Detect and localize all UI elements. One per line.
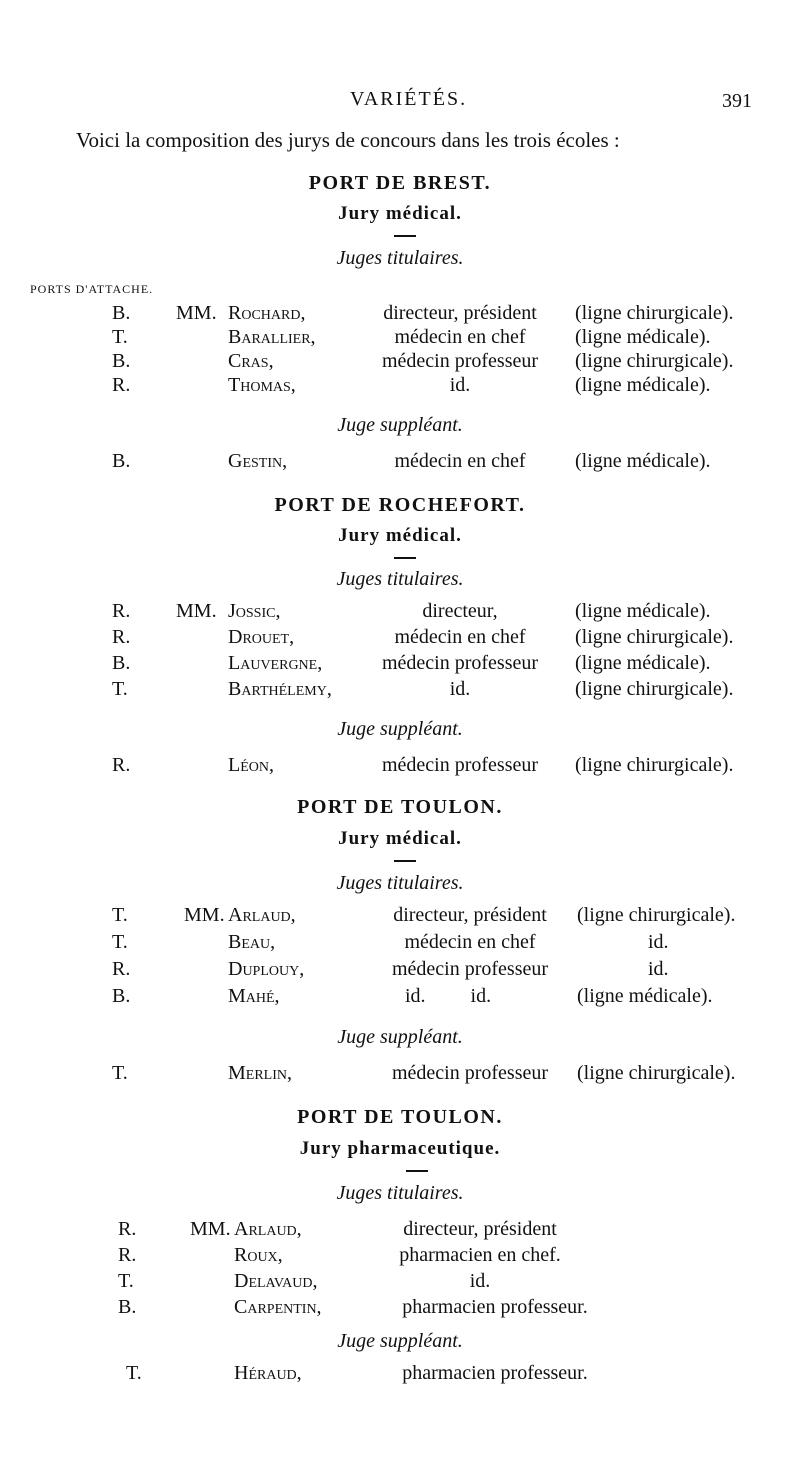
titulaires-heading: Juges titulaires.	[336, 1182, 464, 1204]
suppleant-port: B.	[112, 450, 131, 472]
judge-role: médecin professeur	[381, 652, 539, 674]
suppleant-line: (ligne chirurgicale).	[575, 754, 734, 776]
judge-name: Cras,	[228, 350, 274, 372]
suppleant-line: (ligne chirurgicale).	[577, 1062, 736, 1084]
judge-port: T.	[112, 904, 128, 926]
judge-port: R.	[118, 1218, 137, 1240]
judge-role: médecin en chef	[394, 626, 526, 648]
judge-name: Drouet,	[228, 626, 295, 648]
judge-name: Thomas,	[228, 374, 296, 396]
divider	[394, 557, 416, 559]
section-port-title: PORT DE TOULON.	[297, 1106, 503, 1128]
judge-name: Jossic,	[228, 600, 281, 622]
judge-line: (ligne médicale).	[575, 374, 711, 396]
judge-mm: MM.	[190, 1218, 231, 1240]
titulaires-heading: Juges titulaires.	[336, 568, 464, 590]
judge-line: (ligne chirurgicale).	[575, 678, 734, 700]
suppleant-name: Merlin,	[228, 1062, 292, 1084]
judge-role: directeur, président	[383, 302, 537, 324]
judge-mm: MM.	[184, 904, 225, 926]
judge-line: (ligne chirurgicale).	[575, 350, 734, 372]
divider	[406, 1170, 428, 1172]
suppleant-name: Gestin,	[228, 450, 288, 472]
judge-mm: MM.	[176, 302, 217, 324]
judge-port: T.	[118, 1270, 134, 1292]
judge-port: T.	[112, 326, 128, 348]
ports-attache-label: PORTS D'ATTACHE.	[30, 282, 154, 296]
judge-role: id.	[449, 374, 471, 396]
judge-role: id.	[469, 1270, 491, 1292]
judge-port: T.	[112, 931, 128, 953]
judge-port: B.	[118, 1296, 137, 1318]
judge-name: Barthélemy,	[228, 678, 332, 700]
judge-role: pharmacien en chef.	[399, 1244, 561, 1266]
intro-text: Voici la composition des jurys de concours dans les trois écoles :	[76, 128, 620, 152]
judge-port: R.	[112, 600, 131, 622]
section-port-title: PORT DE BREST.	[308, 172, 492, 194]
judge-role: directeur, président	[393, 904, 547, 926]
suppleant-heading: Juge suppléant.	[337, 1026, 463, 1048]
running-header: VARIÉTÉS.	[350, 88, 468, 110]
judge-port: B.	[112, 985, 131, 1007]
judge-port: R.	[112, 374, 131, 396]
page-number: 391	[722, 90, 752, 112]
judge-name: Mahé,	[228, 985, 280, 1007]
judge-name: Arlaud,	[228, 904, 296, 926]
suppleant-heading: Juge suppléant.	[337, 1330, 463, 1352]
judge-name: Delavaud,	[234, 1270, 318, 1292]
suppleant-role: pharmacien professeur.	[402, 1362, 588, 1384]
section-jury-title: Jury médical.	[338, 525, 462, 546]
judge-port: T.	[112, 678, 128, 700]
judge-name: Arlaud,	[234, 1218, 302, 1240]
judge-line: (ligne chirurgicale).	[575, 626, 734, 648]
section-port-title: PORT DE ROCHEFORT.	[274, 494, 526, 516]
suppleant-port: T.	[112, 1062, 128, 1084]
section-port-title: PORT DE TOULON.	[297, 796, 503, 818]
judge-name: Beau,	[228, 931, 276, 953]
judge-line: (ligne médicale).	[575, 600, 711, 622]
suppleant-role: médecin professeur	[381, 754, 539, 776]
judge-line: (ligne chirurgicale).	[575, 302, 734, 324]
judge-port: R.	[112, 626, 131, 648]
judge-role: directeur, président	[403, 1218, 557, 1240]
judge-name: Rochard,	[228, 302, 306, 324]
divider	[394, 860, 416, 862]
suppleant-heading: Juge suppléant.	[337, 414, 463, 436]
judge-line: id.	[648, 931, 669, 953]
judge-role: médecin professeur	[391, 958, 549, 980]
suppleant-role: médecin professeur	[391, 1062, 549, 1084]
section-jury-title: Jury pharmaceutique.	[299, 1138, 501, 1159]
suppleant-name: Héraud,	[234, 1362, 302, 1384]
suppleant-port: T.	[126, 1362, 142, 1384]
judge-name: Carpentin,	[234, 1296, 322, 1318]
suppleant-port: R.	[112, 754, 131, 776]
judge-mm: MM.	[176, 600, 217, 622]
titulaires-heading: Juges titulaires.	[336, 872, 464, 894]
judge-role: pharmacien professeur.	[402, 1296, 588, 1318]
judge-line: id.	[648, 958, 669, 980]
divider	[394, 235, 416, 237]
judge-name: Barallier,	[228, 326, 316, 348]
suppleant-heading: Juge suppléant.	[337, 718, 463, 740]
judge-role: directeur,	[422, 600, 498, 622]
judge-port: R.	[118, 1244, 137, 1266]
suppleant-name: Léon,	[228, 754, 274, 776]
judge-role: id.	[449, 678, 471, 700]
suppleant-role: médecin en chef	[394, 450, 526, 472]
judge-port: B.	[112, 302, 131, 324]
judge-name: Roux,	[234, 1244, 283, 1266]
judge-name: Lauvergne,	[228, 652, 323, 674]
judge-line: (ligne médicale).	[575, 326, 711, 348]
judge-port: B.	[112, 652, 131, 674]
suppleant-line: (ligne médicale).	[575, 450, 711, 472]
judge-role: médecin en chef	[394, 326, 526, 348]
judge-role: médecin professeur	[381, 350, 539, 372]
judge-line: (ligne médicale).	[577, 985, 713, 1007]
judge-role: médecin en chef	[404, 931, 536, 953]
judge-line: (ligne médicale).	[575, 652, 711, 674]
judge-port: B.	[112, 350, 131, 372]
judge-line: (ligne chirurgicale).	[577, 904, 736, 926]
judge-name: Duplouy,	[228, 958, 305, 980]
judge-role: id. id.	[405, 985, 492, 1007]
section-jury-title: Jury médical.	[338, 203, 462, 224]
section-jury-title: Jury médical.	[338, 828, 462, 849]
judge-port: R.	[112, 958, 131, 980]
titulaires-heading: Juges titulaires.	[336, 247, 464, 269]
